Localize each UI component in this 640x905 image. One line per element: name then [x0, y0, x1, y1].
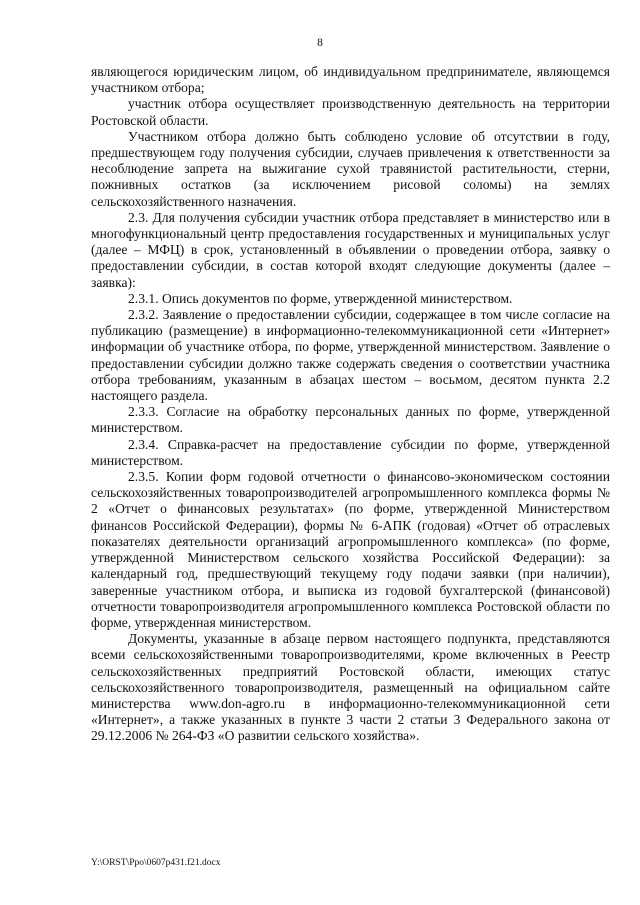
footer-file-path: Y:\ORST\Ppo\0607p431.f21.docx [91, 858, 221, 868]
paragraph-production-activity: участник отбора осуществляет производственную деятельность на территории Ростовской области. [91, 96, 610, 128]
paragraph-2-3-2: 2.3.2. Заявление о предоставлении субсидии, содержащее в том числе согласие на публикацию (размещение) в информационно-телекоммуникационной сети «Интернет» информации об участнике отбора, по форме, утвержденной министерством. Заявление о предоставлении субсидии должно также содержать сведения о соответствии участника отбора требованиям, указанным в абзацах шестом – восьмом, десятом пункта 2.2 настоящего раздела. [91, 307, 610, 404]
paragraph-documents-submission: Документы, указанные в абзаце первом настоящего подпункта, представляются всеми сельскохозяйственными товаропроизводителями, кроме включенных в Реестр сельскохозяйственных предприятий Ростовской области, имеющих статус сельскохозяйственного товаропроизводителя, размещенный на официальном сайте министерства www.don-agro.ru в информационно-телекоммуникационной сети «Интернет», а также указанных в пункте 3 части 2 статьи 3 Федерального закона от 29.12.2006 № 264-ФЗ «О развитии сельского хозяйства». [91, 631, 610, 744]
paragraph-2-3-4: 2.3.4. Справка-расчет на предоставление субсидии по форме, утвержденной министерством. [91, 436, 610, 468]
document-body [91, 64, 610, 745]
paragraph-burning-ban-condition: Участником отбора должно быть соблюдено условие об отсутствии в году, предшествующем году получения субсидии, случаев привлечения к ответственности за несоблюдение запрета на выжигание сухой травянистой растительности, стерни, пожнивных остатков (за исключением рисовой соломы) на землях сельскохозяйственного назначения. [91, 128, 610, 209]
paragraph-2-3-5: 2.3.5. Копии форм годовой отчетности о финансово-экономическом состоянии сельскохозяйственных товаропроизводителей агропромышленного комплекса формы № 2 «Отчет о финансовых результатах» (по форме, утвержденной Министерством финансов Российской Федерации), формы № 6-АПК (годовая) «Отчет об отраслевых показателях деятельности организаций агропромышленного комплекса» (по форме, утвержденной Министерством сельского хозяйства Российской Федерации): за календарный год, предшествующий текущему году подачи заявки (при наличии), заверенные участником отбора, и выписка из годовой бухгалтерской (финансовой) отчетности товаропроизводителя агропромышленного комплекса Ростовской области по форме, утвержденная министерством. [91, 469, 610, 630]
paragraph-2-3-1: 2.3.1. Опись документов по форме, утвержденной министерством. [128, 290, 513, 306]
page-number: 8 [317, 37, 323, 49]
paragraph-2-3-3: 2.3.3. Согласие на обработку персональных данных по форме, утвержденной министерством. [91, 404, 610, 436]
paragraph-2-3: 2.3. Для получения субсидии участник отбора представляет в министерство или в многофункциональный центр предоставления государственных и муниципальных услуг (далее – МФЦ) в срок, установленный в объявлении о проведении отбора, заявку о предоставлении субсидии, в состав которой входят следующие документы (далее – заявка): [91, 209, 610, 290]
paragraph-continuation: являющегося юридическим лицом, об индивидуальном предпринимателе, являющемся участником отбора; [91, 64, 610, 96]
